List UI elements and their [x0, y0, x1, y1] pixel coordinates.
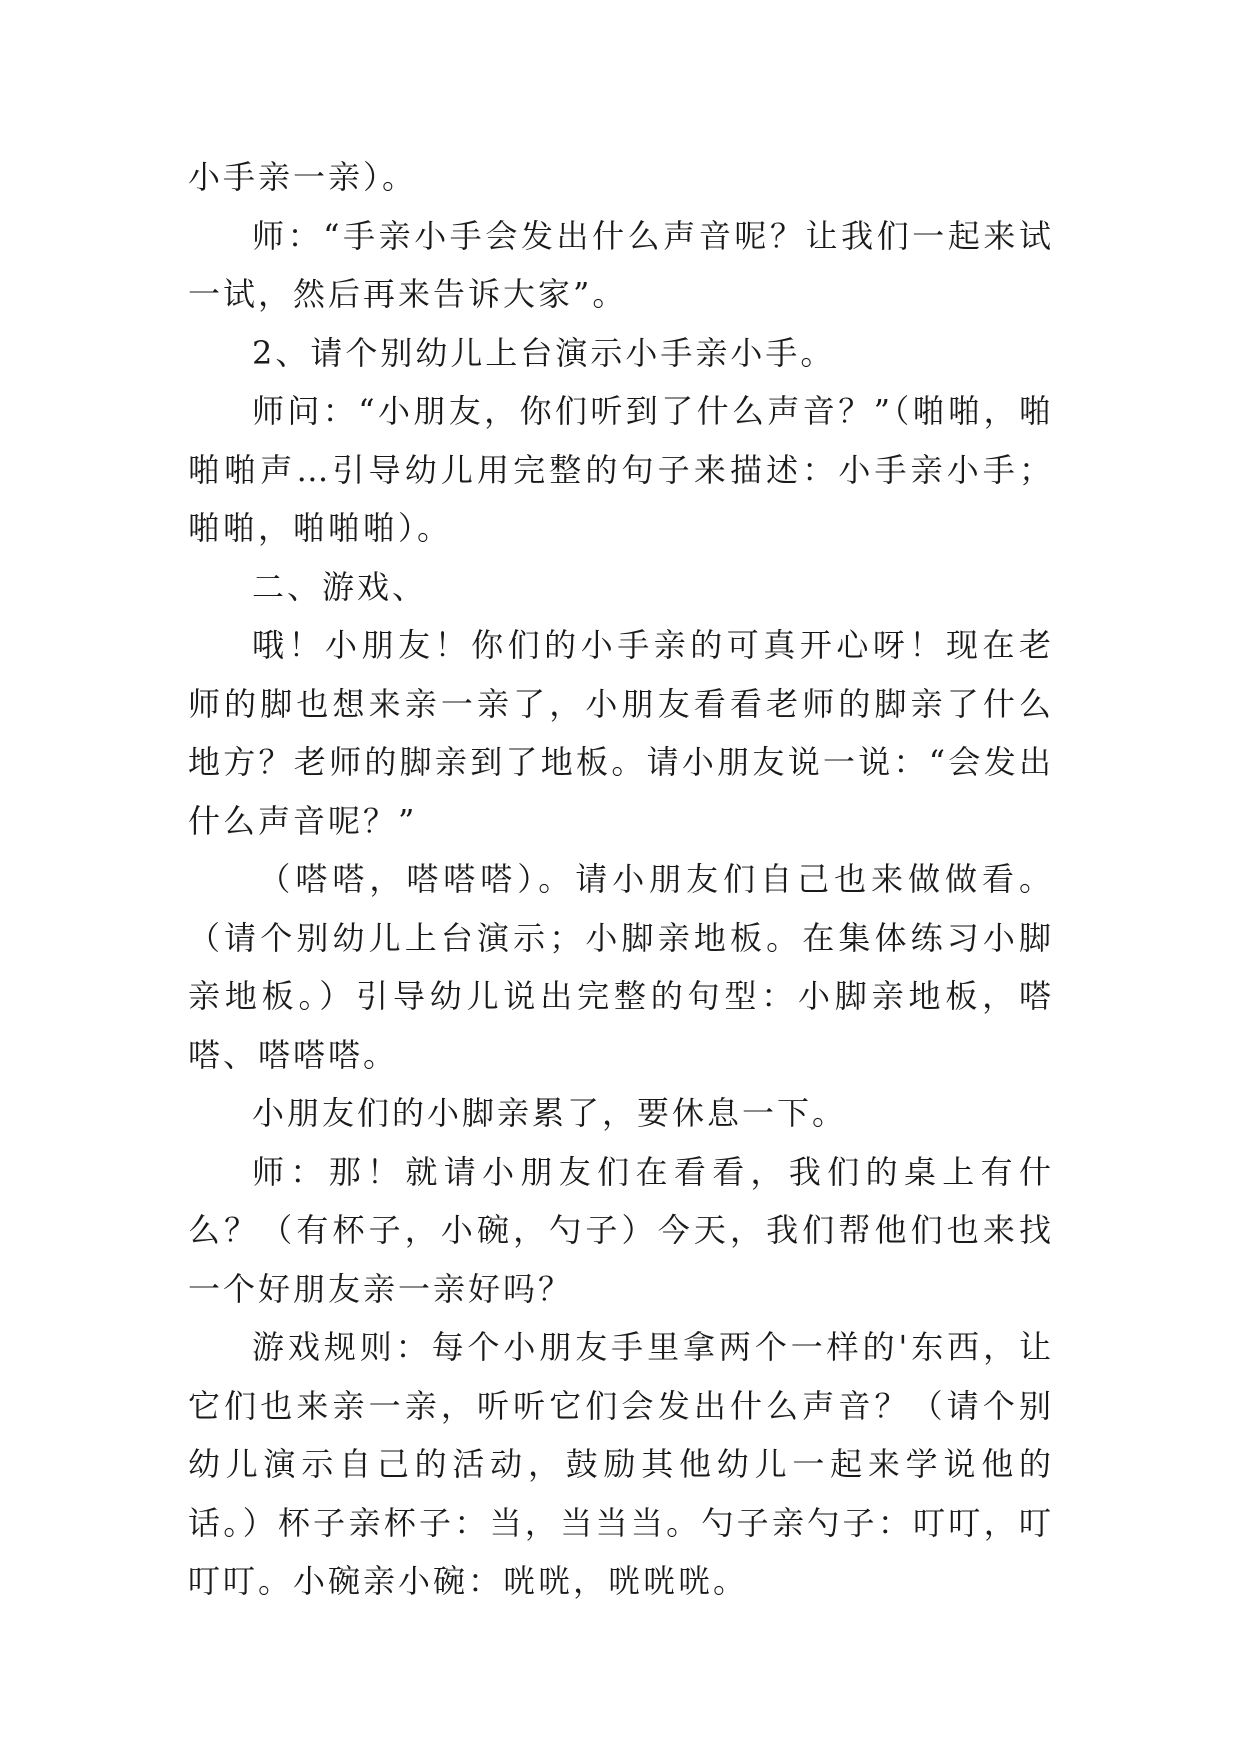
paragraph-10: 游戏规则：每个小朋友手里拿两个一样的'东西，让它们也来亲一亲，听听它们会发出什么声音？（请个别幼儿演示自己的活动，鼓励其他幼儿一起来学说他的话。）杯子亲杯子：当，当当当。勺子亲勺子：叮叮，叮叮叮。小碗亲小碗：咣咣，咣咣咣。 — [188, 1328, 1054, 1600]
paragraph-2: 师：“手亲小手会发出什么声音呢？让我们一起来试一试，然后再来告诉大家”。 — [188, 216, 1054, 313]
paragraph-9: 师：那！就请小朋友们在看看，我们的桌上有什么？（有杯子，小碗，勺子）今天，我们帮他们也来找一个好朋友亲一亲好吗？ — [188, 1152, 1054, 1308]
paragraph-6: 哦！小朋友！你们的小手亲的可真开心呀！现在老师的脚也想来亲一亲了，小朋友看看老师的脚亲了什么地方？老师的脚亲到了地板。请小朋友说一说：“会发出什么声音呢？” — [188, 626, 1054, 840]
paragraph-1: 小手亲一亲）。 — [188, 158, 418, 196]
paragraph-8: 小朋友们的小脚亲累了，要休息一下。 — [252, 1094, 848, 1132]
paragraph-4: 师问：“小朋友，你们听到了什么声音？”（啪啪，啪啪啪声…引导幼儿用完整的句子来描述：小手亲小手；啪啪，啪啪啪）。 — [188, 392, 1054, 547]
document-page — [188, 148, 1054, 1611]
paragraph-7: （嗒嗒，嗒嗒嗒）。请小朋友们自己也来做做看。（请个别幼儿上台演示；小脚亲地板。在集体练习小脚亲地板。）引导幼儿说出完整的句型：小脚亲地板，嗒嗒、嗒嗒嗒。 — [188, 860, 1054, 1074]
paragraph-3: 2、请个别幼儿上台演示小手亲小手。 — [252, 333, 836, 372]
paragraph-5-heading: 二、游戏、 — [252, 567, 428, 606]
